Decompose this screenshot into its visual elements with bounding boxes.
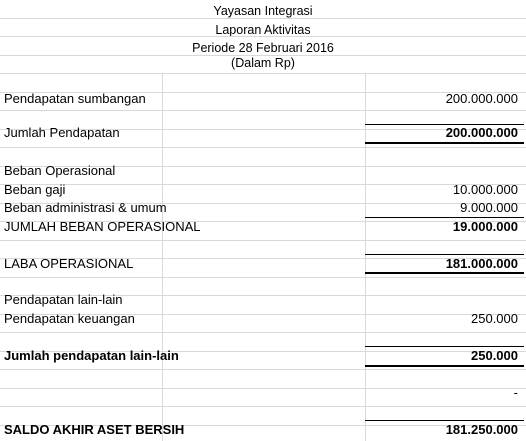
table-row[interactable] [0,218,526,237]
row-value: 9.000.000 [460,200,518,215]
row-label: LABA OPERASIONAL [4,256,134,271]
row-value: 250.000 [471,311,518,326]
table-row[interactable] [0,329,526,348]
row-label: Jumlah pendapatan lain-lain [4,348,179,363]
table-row[interactable] [0,347,526,366]
row-label: Beban gaji [4,182,66,197]
gridline [0,55,526,56]
row-label: Beban administrasi & umum [4,200,167,215]
table-row[interactable] [0,274,526,293]
row-label: JUMLAH BEBAN OPERASIONAL [4,219,201,234]
row-value: 181.000.000 [445,256,518,271]
row-value: 19.000.000 [452,219,518,234]
row-value: 10.000.000 [452,182,518,197]
currency-note: (Dalam Rp) [231,56,295,70]
gridline [0,36,526,37]
row-label: Beban Operasional [4,163,116,178]
table-row[interactable] [0,124,526,143]
row-label: SALDO AKHIR ASET BERSIH [4,422,185,437]
table-row[interactable] [0,384,526,403]
table-row[interactable] [0,73,526,92]
row-label: Pendapatan keuangan [4,311,135,326]
org-name: Yayasan Integrasi [213,4,313,18]
row-label: Pendapatan lain-lain [4,292,123,307]
table-row[interactable] [0,310,526,329]
table-row[interactable] [0,90,526,109]
table-row[interactable] [0,291,526,310]
gridline [0,18,526,19]
row-value: 200.000.000 [445,125,518,140]
table-row[interactable] [0,199,526,218]
table-row[interactable] [0,366,526,385]
row-label: Pendapatan sumbangan [4,91,146,106]
row-value: 250.000 [471,348,518,363]
report-period: Periode 28 Februari 2016 [192,41,334,56]
table-row[interactable] [0,421,526,440]
table-row[interactable] [0,145,526,164]
row-value: 200.000.000 [445,91,518,106]
table-row[interactable] [0,237,526,256]
table-row[interactable] [0,403,526,422]
row-value: - [513,385,518,400]
table-row[interactable] [0,255,526,274]
table-row[interactable] [0,162,526,181]
report-title: Laporan Aktivitas [215,22,311,37]
row-value: 181.250.000 [445,422,518,437]
row-label: Jumlah Pendapatan [4,125,120,140]
table-row[interactable] [0,181,526,200]
